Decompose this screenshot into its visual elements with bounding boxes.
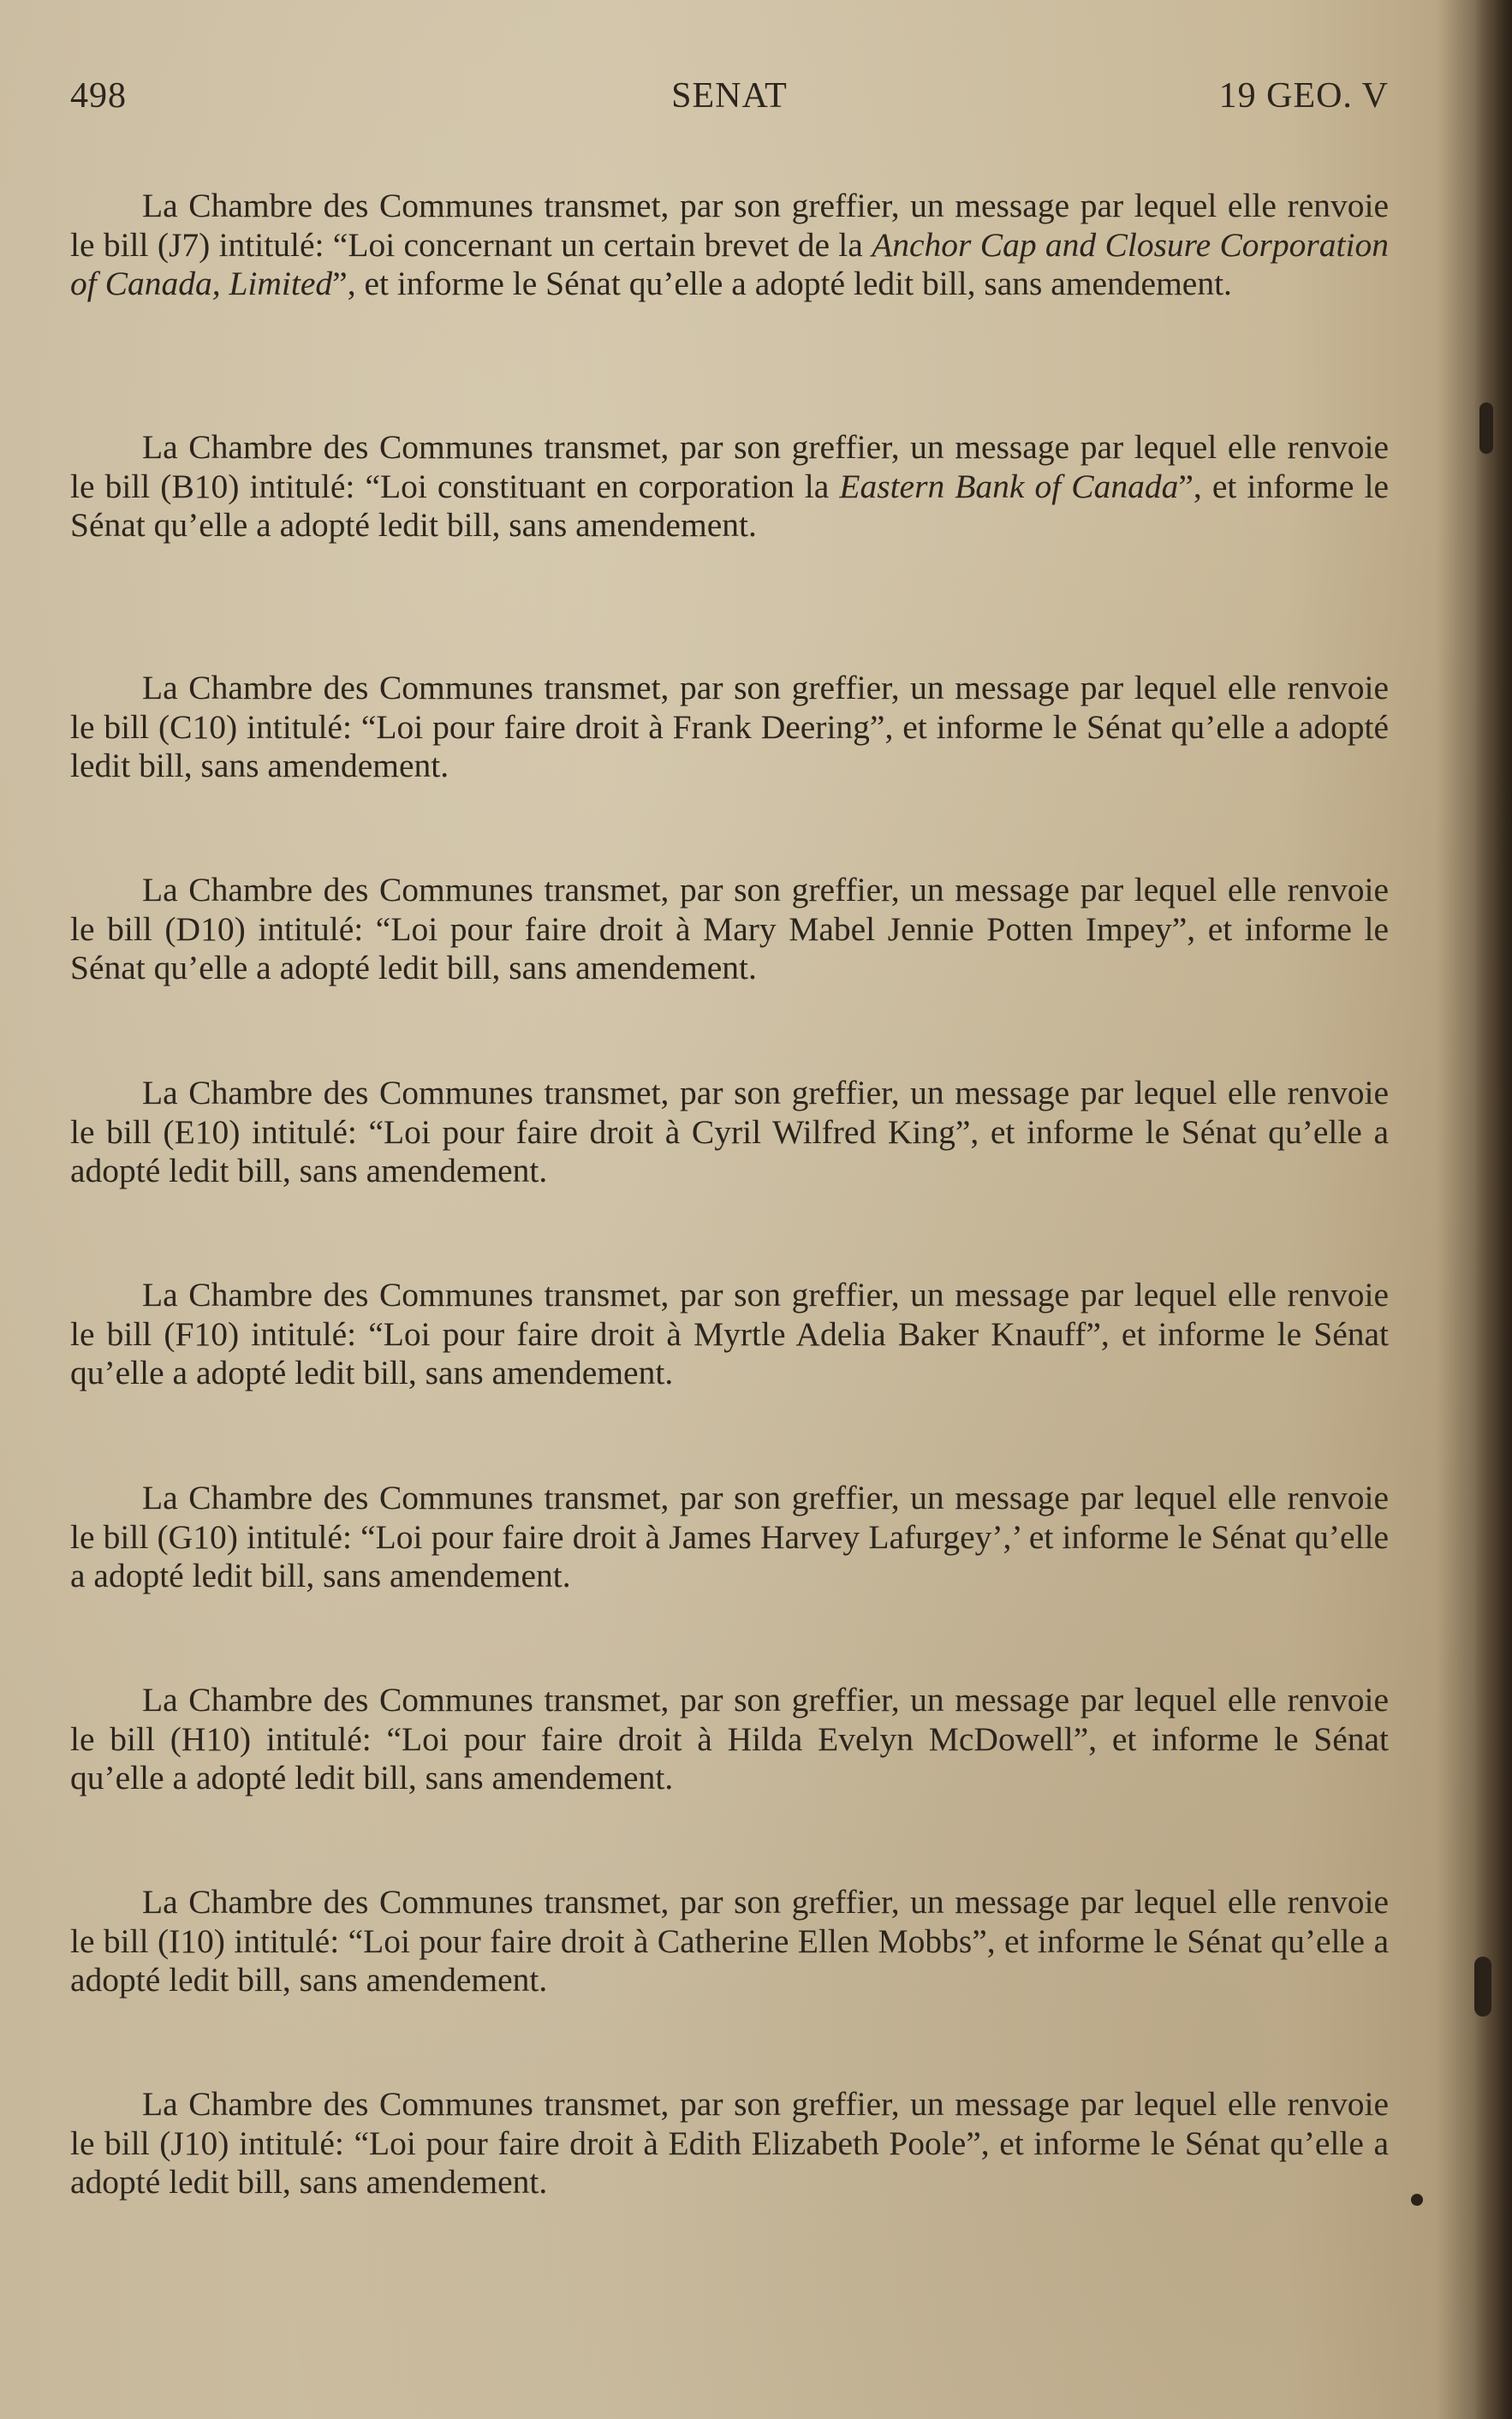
entry-text: La Chambre des Communes transmet, par son greffier, un message par lequel elle renvoie le bill (B10) intitulé: “Loi constituant en corporation la [70, 428, 1389, 505]
entry-text: La Chambre des Communes transmet, par son greffier, un message par lequel elle renvoie le bill (C10) intitulé: “Loi pour faire droit à Frank Deering”, et informe le Sénat qu’elle a adopté ledit bill, sans amendement. [70, 669, 1389, 784]
regnal-year: 19 GEO. V [1218, 76, 1389, 116]
message-entry [70, 1883, 1389, 2000]
message-entry [70, 2085, 1389, 2202]
page-number: 498 [70, 76, 127, 116]
entry-text: La Chambre des Communes transmet, par son greffier, un message par lequel elle renvoie le bill (H10) intitulé: “Loi pour faire droit à Hilda Evelyn McDowell”, et informe le Sénat qu’elle a adopté ledit bill, sans amendement. [70, 1681, 1389, 1796]
running-title: SENAT [671, 76, 788, 116]
entry-paragraph [70, 187, 1389, 304]
message-entry [70, 187, 1389, 304]
entry-paragraph [70, 1479, 1389, 1596]
entry-text: La Chambre des Communes transmet, par son greffier, un message par lequel elle renvoie le bill (D10) intitulé: “Loi pour faire droit à Mary Mabel Jennie Potten Impey”, et informe le Sénat qu’elle a adopté ledit bill, sans amendement. [70, 871, 1389, 986]
message-entry [70, 428, 1389, 545]
entry-paragraph [70, 871, 1389, 988]
entry-paragraph [70, 1883, 1389, 2000]
entry-paragraph [70, 428, 1389, 545]
entry-text: La Chambre des Communes transmet, par son greffier, un message par lequel elle renvoie le bill (I10) intitulé: “Loi pour faire droit à Catherine Ellen Mobbs”, et informe le Sénat qu’elle a adopté ledit bill, sans amendement. [70, 1883, 1389, 1999]
message-entry [70, 1276, 1389, 1393]
page-edge-shadow [1474, 0, 1512, 2419]
entry-paragraph [70, 1681, 1389, 1798]
ink-spot [1474, 1957, 1491, 2017]
entry-text: La Chambre des Communes transmet, par son greffier, un message par lequel elle renvoie le bill (J10) intitulé: “Loi pour faire droit à Edith Elizabeth Poole”, et informe le Sénat qu’elle a adopté ledit bill, sans amendement. [70, 2085, 1389, 2201]
message-entry [70, 871, 1389, 988]
entry-italic-text: Anchor Cap and Closure Corporation of Canada, Limited [70, 225, 1389, 302]
entry-paragraph [70, 669, 1389, 786]
page-header [70, 75, 1389, 118]
entry-text-tail: ”, et informe le Sénat qu’elle a adopté ledit bill, sans amendement. [70, 467, 1390, 544]
entry-text-tail: ”, et informe le Sénat qu’elle a adopté ledit bill, sans amendement. [332, 265, 1232, 302]
entry-paragraph [70, 1074, 1389, 1191]
entry-text: La Chambre des Communes transmet, par son greffier, un message par lequel elle renvoie le bill (E10) intitulé: “Loi pour faire droit à Cyril Wilfred King”, et informe le Sénat qu’elle a adopté ledit bill, sans amendement. [70, 1074, 1389, 1189]
entry-text: La Chambre des Communes transmet, par son greffier, un message par lequel elle renvoie le bill (J7) intitulé: “Loi concernant un certain brevet de la [70, 187, 1389, 264]
message-entry [70, 1074, 1389, 1191]
entry-paragraph [70, 1276, 1389, 1393]
entry-text: La Chambre des Communes transmet, par son greffier, un message par lequel elle renvoie le bill (F10) intitulé: “Loi pour faire droit à Myrtle Adelia Baker Knauff”, et informe le Sénat qu’elle a adopté ledit bill, sans amendement. [70, 1276, 1389, 1391]
message-entry [70, 1681, 1389, 1798]
message-entry [70, 1479, 1389, 1596]
entry-paragraph [70, 2085, 1389, 2202]
message-entry [70, 669, 1389, 786]
ink-spot [1411, 2194, 1423, 2206]
ink-spot [1479, 402, 1493, 454]
entry-text: La Chambre des Communes transmet, par son greffier, un message par lequel elle renvoie le bill (G10) intitulé: “Loi pour faire droit à James Harvey Lafurgey’,’ et informe le Sénat qu’elle a adopté ledit bill, sans amendement. [70, 1479, 1389, 1594]
entry-italic-text: Eastern Bank of Canada [839, 467, 1179, 505]
